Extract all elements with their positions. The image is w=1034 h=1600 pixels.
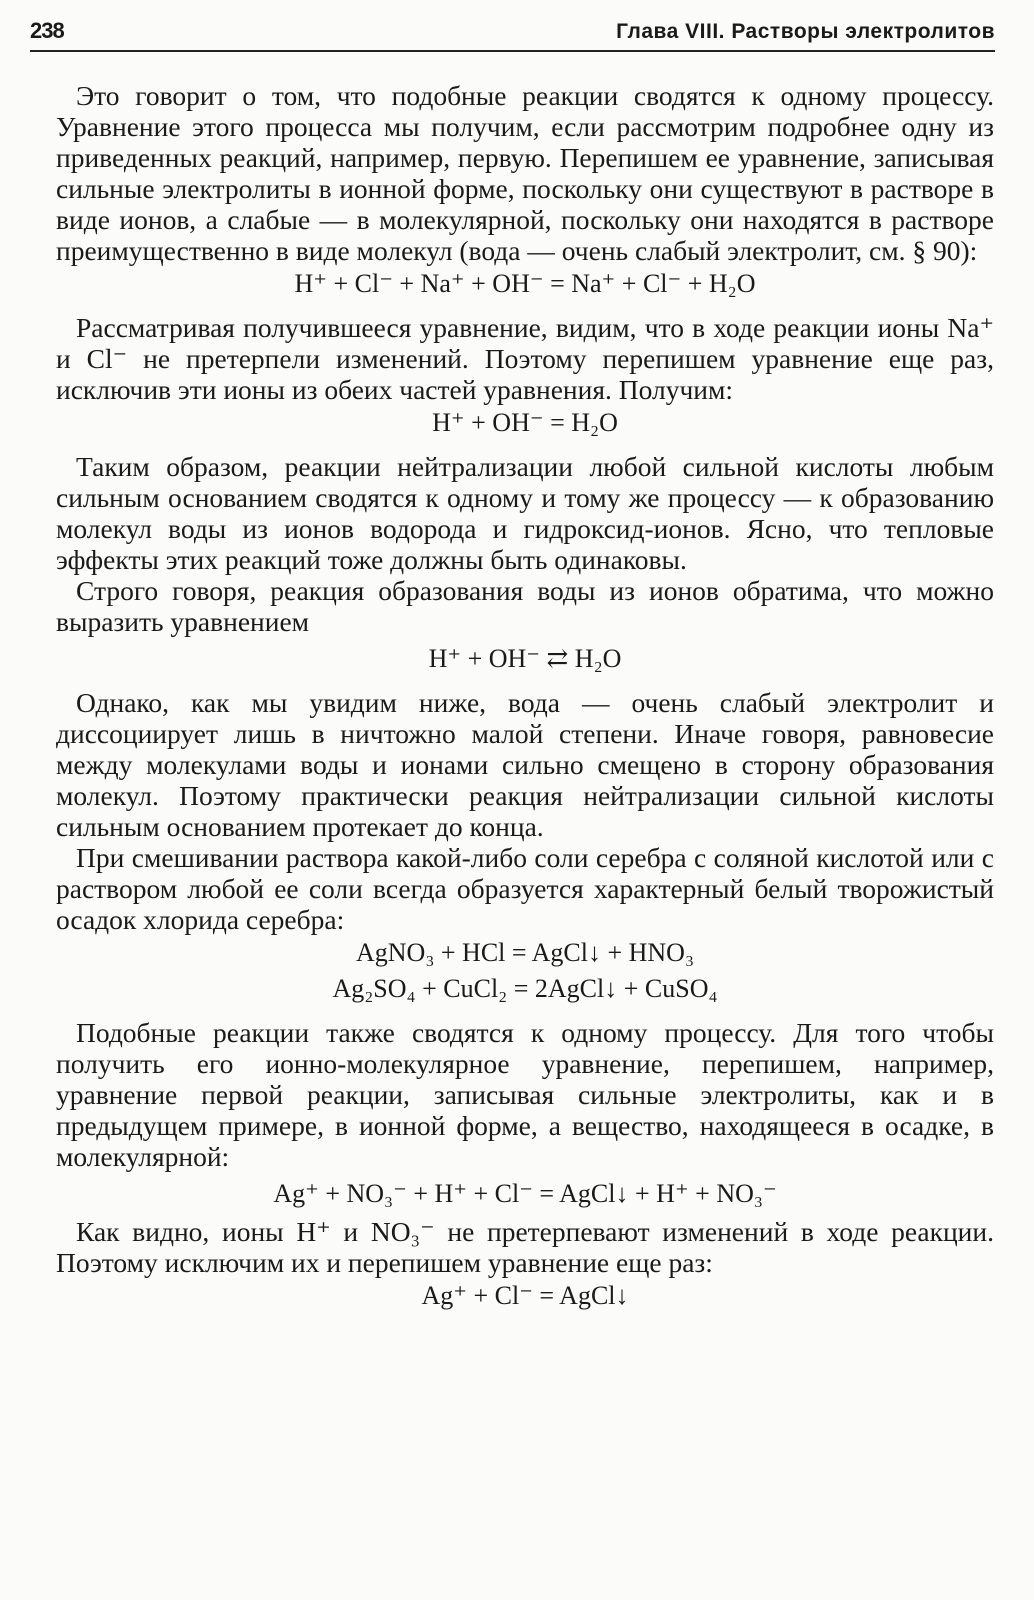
- equation-3: H⁺ + OH⁻ ⇄ H₂O: [428, 644, 622, 673]
- paragraph-4: Строго говоря, реакция образования воды из ионов обратима, что можно выразить уравнением: [56, 575, 994, 637]
- equation-4: AgNO₃ + HCl = AgCl↓ + HNO₃: [355, 938, 695, 967]
- equation-2: H⁺ + OH⁻ = H₂O: [432, 408, 618, 437]
- page-body: [56, 80, 994, 1314]
- paragraph-2: Рассматривая получившееся уравнение, видим, что в ходе реакции ионы Na⁺ и Cl⁻ не претерпели изменений. Поэтому перепишем уравнение еще раз, исключив эти ионы из обеих частей уравнения. Получим:: [56, 312, 994, 405]
- paragraph-6: При смешивании раствора какой-либо соли серебра с соляной кислотой или с раствором любой ее соли всегда образуется характерный белый творожистый осадок хлорида серебра:: [56, 842, 994, 935]
- equation-7: Ag⁺ + Cl⁻ = AgCl↓: [421, 1281, 629, 1310]
- paragraph-5: Однако, как мы увидим ниже, вода — очень слабый электролит и диссоциирует лишь в ничтожно малой степени. Иначе говоря, равновесие между молекулами воды и ионами сильно смещено в сторону образования молекул. Поэтому практически реакция нейтрализации сильной кислоты сильным основанием протекает до конца.: [56, 687, 994, 842]
- paragraph-1: Это говорит о том, что подобные реакции сводятся к одному процессу. Уравнение этого процесса мы получим, если рассмотрим подробнее одну из приведенных реакций, например, первую. Перепишем ее уравнение, записывая сильные электролиты в ионной форме, поскольку они существуют в растворе в виде ионов, а слабые — в молекулярной, поскольку они находятся в растворе преимущественно в виде молекул (вода — очень слабый электролит, см. § 90):: [56, 80, 994, 266]
- paragraph-7: Подобные реакции также сводятся к одному процессу. Для того чтобы получить его ионно-молекулярное уравнение, перепишем, например, уравнение первой реакции, записывая сильные электролиты, как и в предыдущем примере, в ионной форме, а вещество, находящееся в осадке, в молекулярной:: [56, 1017, 994, 1172]
- paragraph-8: Как видно, ионы H⁺ и NO₃⁻ не претерпевают изменений в ходе реакции. Поэтому исключим их и перепишем уравнение еще раз:: [56, 1216, 994, 1278]
- page-number: 238: [30, 18, 64, 43]
- equation-1: H⁺ + Cl⁻ + Na⁺ + OH⁻ = Na⁺ + Cl⁻ + H₂O: [294, 269, 756, 298]
- equation-5: Ag₂SO₄ + CuCl₂ = 2AgCl↓ + CuSO₄: [332, 974, 718, 1003]
- equation-6: Ag⁺ + NO₃⁻ + H⁺ + Cl⁻ = AgCl↓ + H⁺ + NO₃⁻: [273, 1179, 777, 1208]
- paragraph-3: Таким образом, реакции нейтрализации любой сильной кислоты любым сильным основанием сводятся к одному и тому же процессу — к образованию молекул воды из ионов водорода и гидроксид-ионов. Ясно, что тепловые эффекты этих реакций тоже должны быть одинаковы.: [56, 451, 994, 575]
- page-header: [30, 16, 995, 52]
- running-title: Глава VIII. Растворы электролитов: [616, 20, 995, 43]
